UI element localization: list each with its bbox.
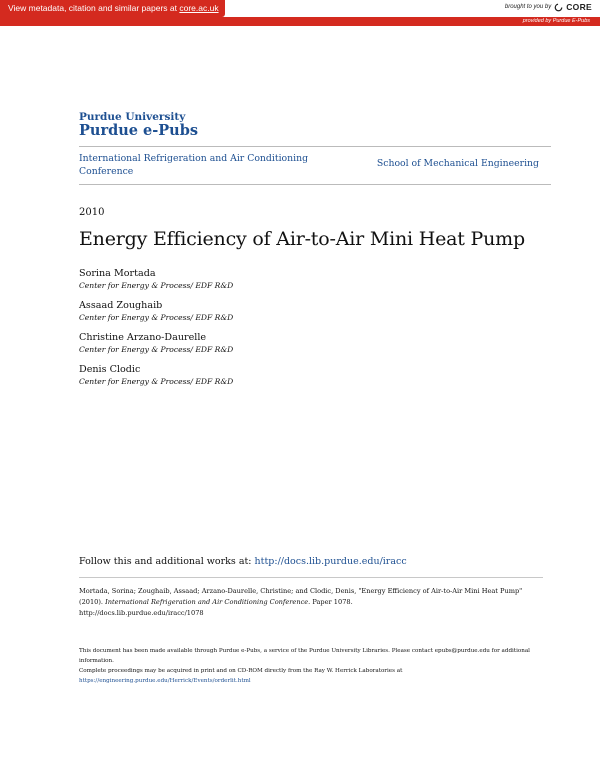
citation-block: [79, 586, 541, 619]
follow-link[interactable]: http://docs.lib.purdue.edu/iracc: [254, 556, 407, 567]
provided-by-text[interactable]: provided by Purdue E-Pubs: [522, 18, 590, 24]
author-entry: [79, 268, 519, 291]
series-box: [79, 146, 551, 185]
availability-notice: This document has been made available through Purdue e-Pubs, a service of the Purdue University Libraries. Please contact epubs@purdue.edu for additional information.: [79, 648, 530, 664]
citation-venue: International Refrigeration and Air Conditioning Conference.: [105, 598, 311, 606]
follow-label: Follow this and additional works at:: [79, 556, 255, 567]
core-logo-icon: [554, 3, 563, 12]
author-name: Assaad Zoughaib: [79, 300, 163, 311]
author-list: [79, 268, 519, 396]
proceedings-notice: [79, 667, 541, 686]
core-view-link[interactable]: [0, 0, 225, 17]
author-name: Sorina Mortada: [79, 268, 156, 279]
author-name: Christine Arzano-Daurelle: [79, 332, 207, 343]
provided-by-bar: [0, 17, 600, 26]
author-name: Denis Clodic: [79, 364, 141, 375]
core-branding[interactable]: [505, 2, 592, 12]
author-affiliation: Center for Energy & Process/ EDF R&D: [79, 377, 234, 386]
university-name[interactable]: Purdue University: [79, 111, 186, 123]
author-entry: [79, 332, 519, 355]
core-view-text: View metadata, citation and similar papers at: [8, 3, 180, 13]
author-affiliation: Center for Energy & Process/ EDF R&D: [79, 313, 234, 322]
citation-text: Mortada, Sorina; Zoughaib, Assaad; Arzano-Daurelle, Christine; and Clodic, Denis, "Energy Efficiency of Air-to-Air Mini Heat Pump" (2010).: [79, 587, 523, 606]
core-site-link[interactable]: core.ac.uk: [179, 3, 219, 13]
herrick-link[interactable]: https://engineering.purdue.edu/Herrick/Events/orderlit.html: [79, 677, 251, 684]
proceedings-text: Complete proceedings may be acquired in print and on CD-ROM directly from the Ray W. Herrick Laboratories at: [79, 668, 403, 674]
follow-line: [79, 556, 407, 567]
brought-by-text: brought to you by: [504, 4, 552, 10]
author-affiliation: Center for Energy & Process/ EDF R&D: [79, 281, 234, 290]
notice-block: [79, 647, 541, 687]
citation-url: http://docs.lib.purdue.edu/iracc/1078: [79, 609, 204, 617]
paper-title: Energy Efficiency of Air-to-Air Mini Heat Pump: [79, 228, 525, 250]
conference-link[interactable]: International Refrigeration and Air Conditioning Conference: [79, 153, 309, 177]
paper-year: 2010: [79, 207, 105, 218]
citation-paper: Paper 1078.: [310, 598, 353, 606]
author-entry: [79, 364, 519, 387]
author-affiliation: Center for Energy & Process/ EDF R&D: [79, 345, 234, 354]
repository-name[interactable]: Purdue e-Pubs: [79, 122, 199, 139]
core-logo-text: CORE: [566, 2, 592, 12]
core-banner: [0, 0, 600, 17]
divider: [79, 577, 543, 578]
school-link[interactable]: School of Mechanical Engineering: [376, 158, 539, 169]
author-entry: [79, 300, 519, 323]
